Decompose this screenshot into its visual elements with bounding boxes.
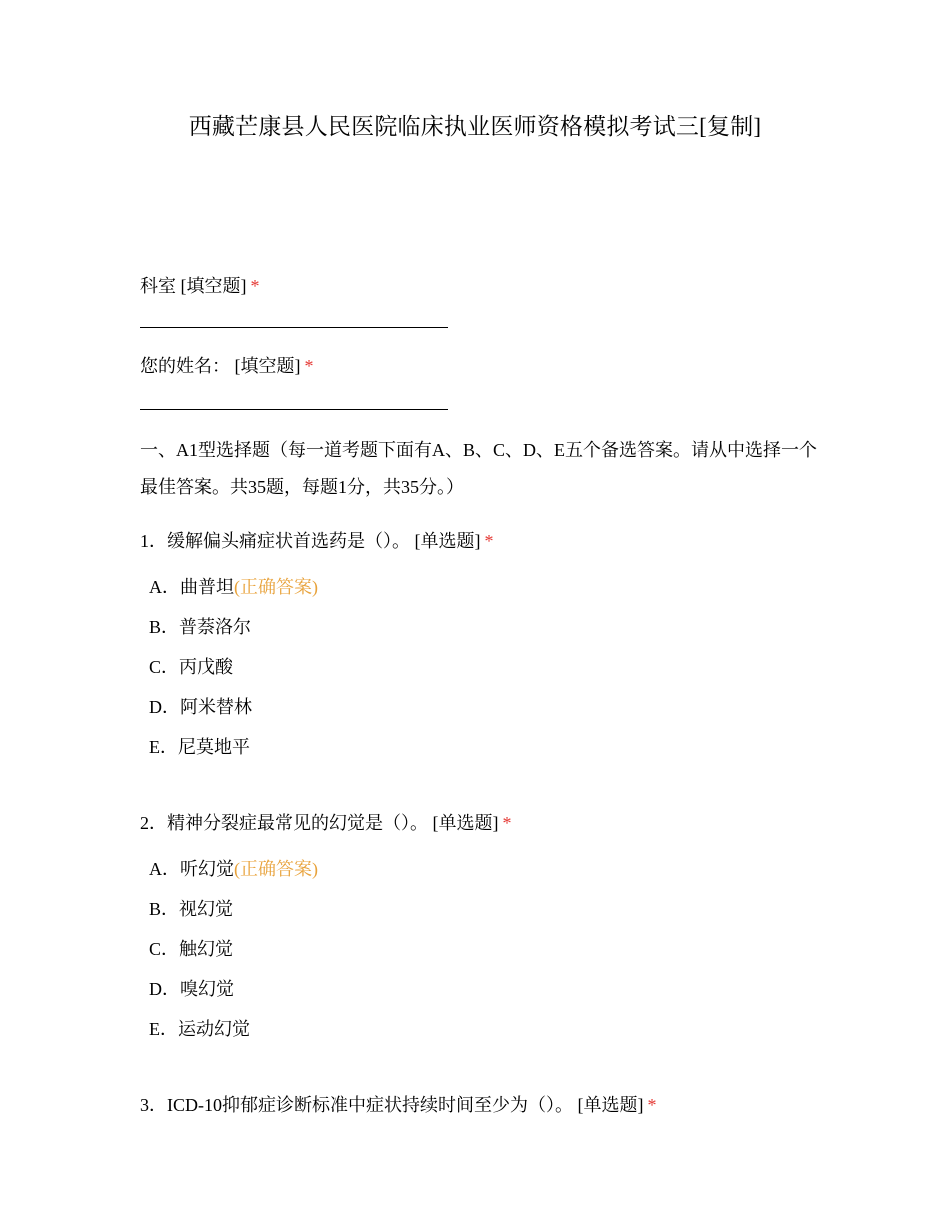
field-type-tag: [填空题] [234,356,301,376]
q1-option-b[interactable] [149,615,251,639]
question-type-tag: [单选题] [432,813,499,833]
question-type-tag: [单选题] [414,531,481,551]
option-letter: D． [149,979,180,999]
field-type-tag: [填空题] [180,276,247,296]
field-department-label [140,274,260,298]
question-text: 缓解偏头痛症状首选药是（）。 [167,531,410,551]
option-text: 阿米替林 [180,697,252,717]
option-letter: A． [149,859,180,879]
q1-option-d[interactable] [149,695,252,719]
option-letter: A． [149,577,180,597]
question-type-tag: [单选题] [577,1095,644,1115]
option-text: 普萘洛尔 [179,617,252,637]
question-3-title [140,1093,657,1117]
question-1-title [140,529,494,553]
department-blank[interactable] [140,327,448,328]
option-letter: C． [149,657,180,677]
required-mark: * [502,813,512,833]
field-label: 您的姓名： [140,356,230,376]
option-text: 运动幻觉 [178,1019,250,1039]
option-letter: E． [149,1019,178,1039]
option-letter: E． [149,737,178,757]
question-number: 2． [140,813,167,833]
option-text: 触幻觉 [179,939,234,959]
q2-option-e[interactable] [149,1017,250,1041]
question-number: 3． [140,1095,167,1115]
option-text: 丙戊酸 [179,657,234,677]
required-mark: * [250,276,260,296]
name-blank[interactable] [140,409,448,410]
field-label: 科室 [140,276,176,296]
q2-option-d[interactable] [149,977,234,1001]
q1-option-c[interactable] [149,655,233,679]
required-mark: * [484,531,494,551]
field-name-label [140,354,314,378]
question-text: 精神分裂症最常见的幻觉是（）。 [167,813,428,833]
correct-answer-tag: (正确答案) [234,577,318,597]
option-text: 听幻觉 [180,859,234,879]
question-text: ICD-10抑郁症诊断标准中症状持续时间至少为（）。 [167,1095,573,1115]
correct-answer-tag: (正确答案) [234,859,318,879]
option-text: 嗅幻觉 [180,979,234,999]
required-mark: * [647,1095,657,1115]
option-letter: B． [149,899,180,919]
option-text: 尼莫地平 [178,737,250,757]
option-letter: D． [149,697,180,717]
q1-option-e[interactable] [149,735,250,759]
q2-option-b[interactable] [149,897,233,921]
option-text: 曲普坦 [180,577,234,597]
option-text: 视幻觉 [179,899,234,919]
q1-option-a[interactable] [149,575,318,599]
required-mark: * [304,356,314,376]
question-number: 1． [140,531,167,551]
page-title: 西藏芒康县人民医院临床执业医师资格模拟考试三[复制] [188,114,762,139]
section-intro: 一、A1型选择题（每一道考题下面有A、B、C、D、E五个备选答案。请从中选择一个最佳答案。共35题，每题1分，共35分。） [140,440,818,497]
option-letter: C． [149,939,180,959]
question-2-title [140,811,512,835]
q2-option-c[interactable] [149,937,233,961]
option-letter: B． [149,617,180,637]
q2-option-a[interactable] [149,857,318,881]
